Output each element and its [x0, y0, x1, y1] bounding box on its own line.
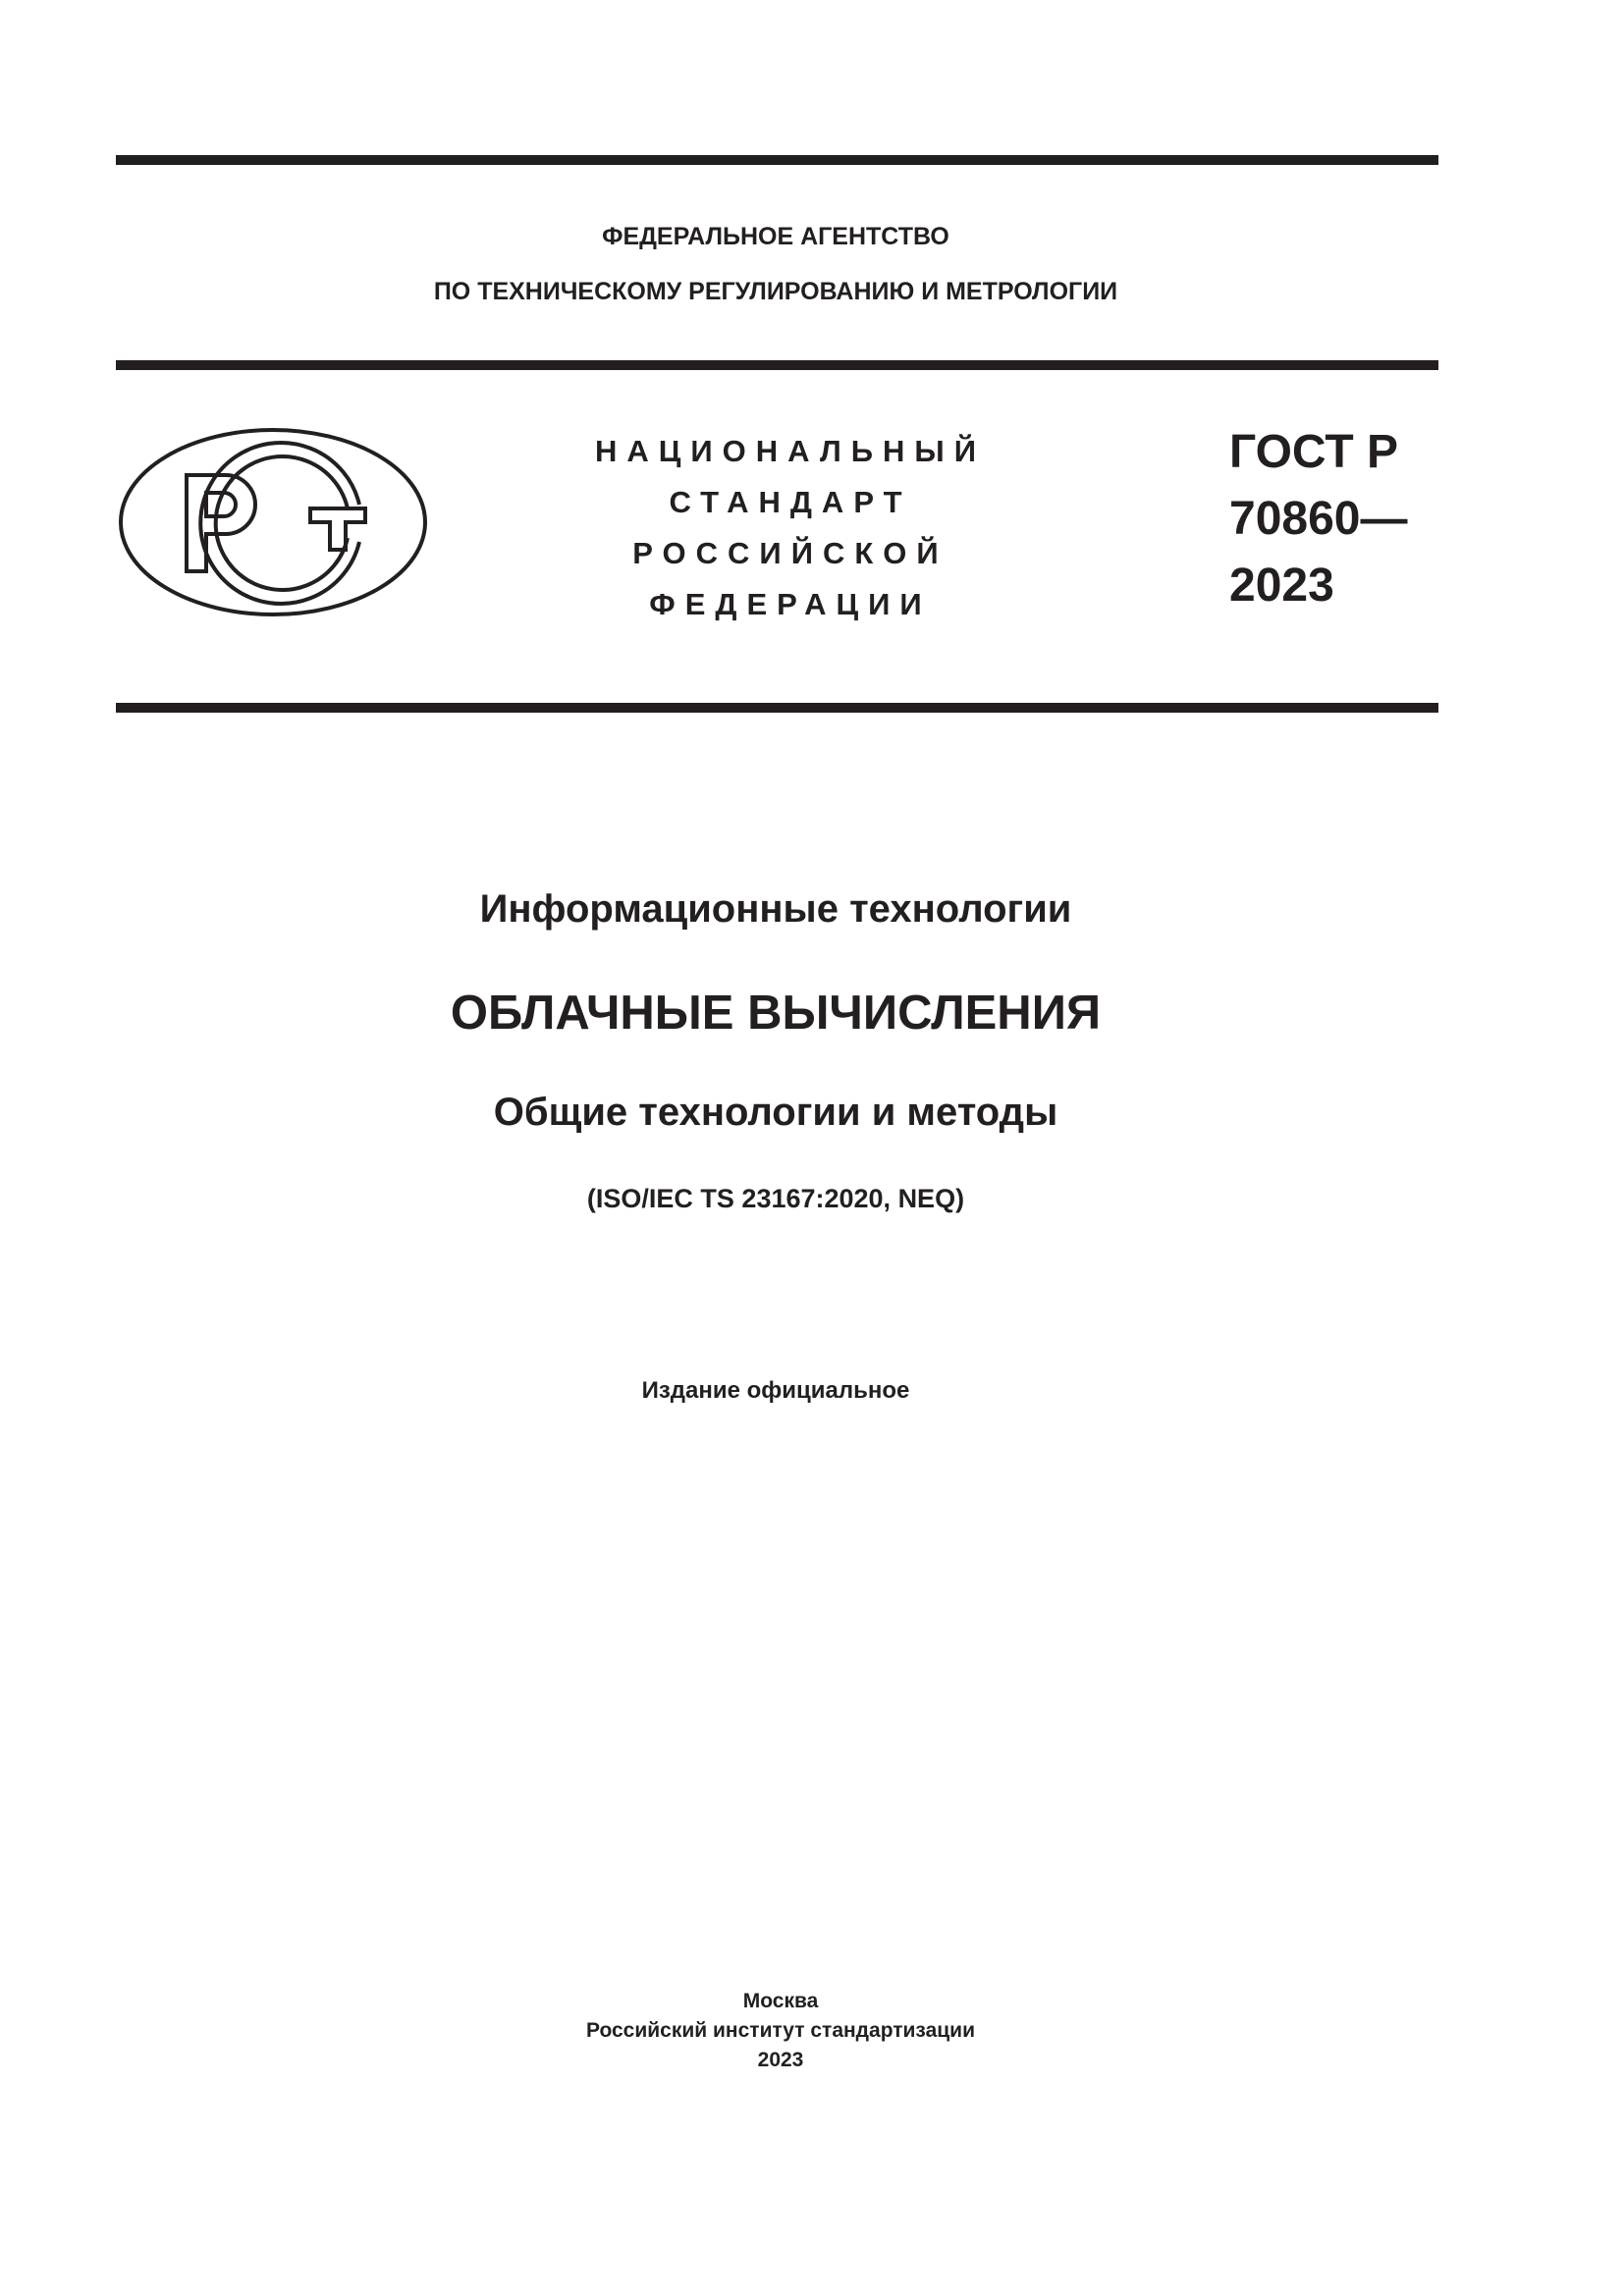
designation-rule [116, 703, 1438, 713]
imprint-city: Москва [742, 1990, 819, 2012]
standard-type-line-1: НАЦИОНАЛЬНЫЙ [594, 434, 987, 468]
rst-certification-mark-icon [116, 424, 430, 620]
standard-type-line-3: РОССИЙСКОЙ [632, 536, 948, 570]
edition-label: Издание официальное [641, 1377, 910, 1404]
designation-line-1: ГОСТ Р [1229, 426, 1399, 478]
standard-type-line-4: ФЕДЕРАЦИИ [649, 587, 932, 621]
document-title-caps: ОБЛАЧНЫЕ ВЫЧИСЛЕНИЯ [450, 987, 1102, 1040]
header-rule [116, 360, 1438, 370]
designation-line-2: 70860— [1229, 493, 1408, 545]
document-title-main: Информационные технологии [479, 887, 1072, 931]
agency-line-2: ПО ТЕХНИЧЕСКОМУ РЕГУЛИРОВАНИЮ И МЕТРОЛОГИИ [433, 278, 1118, 305]
iso-reference: (ISO/IEC TS 23167:2020, NEQ) [586, 1184, 965, 1213]
imprint-year: 2023 [757, 2049, 804, 2071]
standard-type-line-2: СТАНДАРТ [669, 485, 912, 519]
top-rule [116, 155, 1438, 165]
document-subtitle: Общие технологии и методы [493, 1091, 1058, 1134]
standard-type-block [550, 426, 1031, 630]
imprint [0, 1987, 1561, 2075]
imprint-publisher: Российский институт стандартизации [585, 2019, 976, 2042]
agency-line-1: ФЕДЕРАЛЬНОЕ АГЕНТСТВО [602, 223, 949, 250]
standard-designation [1229, 419, 1407, 619]
designation-line-3: 2023 [1229, 560, 1334, 612]
